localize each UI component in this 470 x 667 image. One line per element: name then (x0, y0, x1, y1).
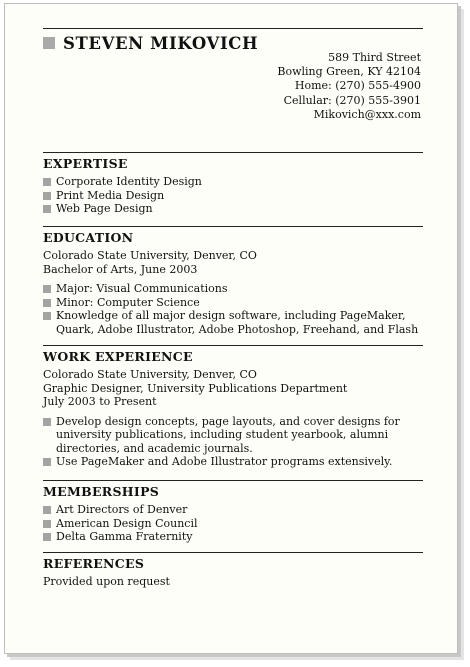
education-heading: EDUCATION (43, 230, 134, 245)
list-item: Corporate Identity Design (43, 175, 423, 189)
name-square-icon (43, 37, 55, 49)
education-degree: Bachelor of Arts, June 2003 (43, 262, 198, 276)
list-item: Web Page Design (43, 202, 423, 216)
contact-cell-phone: Cellular: (270) 555-3901 (283, 93, 421, 107)
list-item: Use PageMaker and Adobe Illustrator programs extensively. (43, 455, 423, 469)
expertise-section (43, 156, 423, 216)
references-heading: REFERENCES (43, 556, 145, 571)
list-item: Art Directors of Denver (43, 503, 423, 517)
expertise-list (43, 175, 423, 216)
name-header (43, 33, 258, 53)
references-rule (43, 552, 423, 553)
contact-city: Bowling Green, KY 42104 (277, 65, 421, 79)
work-list (43, 415, 423, 469)
contact-block (277, 51, 421, 122)
memberships-list (43, 503, 423, 544)
top-rule (43, 28, 423, 29)
list-item: Major: Visual Communications (43, 282, 423, 296)
references-section (43, 556, 423, 589)
memberships-section (43, 484, 423, 544)
candidate-name: STEVEN MIKOVICH (63, 33, 259, 53)
work-employer: Colorado State University, Denver, CO (43, 368, 257, 381)
expertise-rule (43, 152, 423, 153)
contact-home-phone: Home: (270) 555-4900 (294, 79, 421, 93)
work-heading: WORK EXPERIENCE (43, 349, 193, 364)
expertise-heading: EXPERTISE (43, 156, 128, 171)
work-title: Graphic Designer, University Publications Department (43, 381, 348, 395)
list-item: Delta Gamma Fraternity (43, 530, 423, 544)
education-school: Colorado State University, Denver, CO (43, 249, 257, 262)
work-section (43, 349, 423, 469)
memberships-heading: MEMBERSHIPS (43, 484, 160, 499)
list-item: Develop design concepts, page layouts, and cover designs for university publications, including student yearbook, alumni directories, and academic journals. (43, 415, 423, 456)
education-section (43, 230, 423, 336)
list-item: American Design Council (43, 517, 423, 531)
resume-page (4, 3, 458, 654)
contact-email: Mikovich@xxx.com (313, 107, 421, 121)
education-rule (43, 226, 423, 227)
work-rule (43, 345, 423, 346)
list-item: Print Media Design (43, 189, 423, 203)
list-item: Minor: Computer Science (43, 296, 423, 310)
list-item: Knowledge of all major design software, including PageMaker, Quark, Adobe Illustrator, Adobe Photoshop, Freehand, and Flash (43, 309, 423, 336)
education-list (43, 282, 423, 336)
contact-address: 589 Third Street (328, 51, 421, 64)
references-text: Provided upon request (43, 575, 170, 588)
work-dates: July 2003 to Present (43, 395, 157, 408)
memberships-rule (43, 480, 423, 481)
